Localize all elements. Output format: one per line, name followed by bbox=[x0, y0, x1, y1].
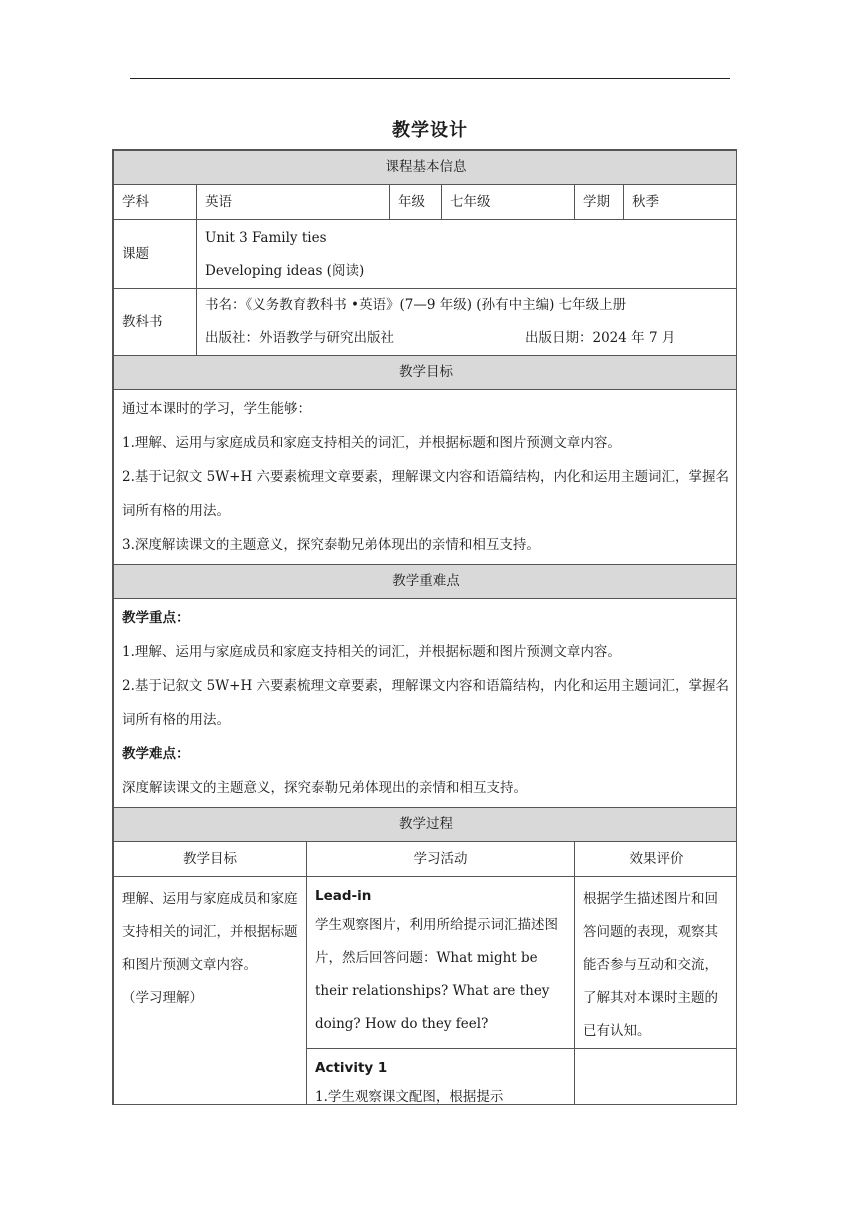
key-points-body bbox=[114, 599, 738, 808]
difficulty-item: 深度解读课文的主题意义，探究泰勒兄弟体现出的亲情和相互支持。 bbox=[122, 780, 527, 796]
publish-date: 出版日期：2024 年 7 月 bbox=[525, 330, 676, 346]
lead-in-label: Lead-in bbox=[315, 888, 372, 904]
term-value: 秋季 bbox=[624, 185, 738, 220]
book-name: 书名：《义务教育教科书 •英语》(7—9 年级) (孙有中主编) 七年级上册 bbox=[205, 297, 627, 313]
topic-label: 课题 bbox=[114, 220, 197, 289]
lesson-plan-table bbox=[112, 149, 737, 1105]
column-header-activity: 学习活动 bbox=[307, 842, 575, 877]
process-goal-tag: （学习理解） bbox=[122, 990, 203, 1006]
topic-unit: Unit 3 Family ties bbox=[205, 230, 327, 246]
grade-label: 年级 bbox=[390, 185, 442, 220]
focus-label: 教学重点： bbox=[122, 610, 190, 626]
focus-item: 1.理解、运用与家庭成员和家庭支持相关的词汇，并根据标题和图片预测文章内容。 bbox=[122, 644, 621, 660]
subject-value: 英语 bbox=[197, 185, 390, 220]
objective-item: 3.深度解读课文的主题意义，探究泰勒兄弟体现出的亲情和相互支持。 bbox=[122, 537, 540, 553]
process-goal-cell bbox=[114, 877, 307, 1106]
objective-item: 1.理解、运用与家庭成员和家庭支持相关的词汇，并根据标题和图片预测文章内容。 bbox=[122, 435, 621, 451]
activity1-label: Activity 1 bbox=[315, 1060, 388, 1076]
lead-in-cell bbox=[307, 877, 575, 1049]
section-objectives: 教学目标 bbox=[114, 356, 738, 390]
objectives-intro: 通过本课时的学习，学生能够： bbox=[122, 401, 311, 417]
activity1-cell bbox=[307, 1049, 575, 1106]
publisher: 出版社：外语教学与研究出版社 bbox=[205, 330, 394, 346]
section-key-points: 教学重难点 bbox=[114, 565, 738, 599]
topic-lesson: Developing ideas (阅读) bbox=[205, 263, 365, 279]
lead-in-evaluation-text: 根据学生描述图片和回答问题的表现，观察其能否参与互动和交流，了解其对本课时主题的已有认知。 bbox=[583, 891, 718, 1039]
section-process: 教学过程 bbox=[114, 808, 738, 842]
activity1-evaluation bbox=[575, 1049, 738, 1106]
textbook-value bbox=[197, 289, 738, 356]
process-goal: 理解、运用与家庭成员和家庭支持相关的词汇，并根据标题和图片预测文章内容。 bbox=[122, 891, 298, 973]
difficulty-label: 教学难点： bbox=[122, 746, 190, 762]
objective-item: 2.基于记叙文 5W+H 六要素梳理文章要素，理解课文内容和语篇结构，内化和运用主题词汇，掌握名词所有格的用法。 bbox=[122, 469, 730, 519]
column-header-evaluation: 效果评价 bbox=[575, 842, 738, 877]
textbook-label: 教科书 bbox=[114, 289, 197, 356]
focus-item: 2.基于记叙文 5W+H 六要素梳理文章要素，理解课文内容和语篇结构，内化和运用主题词汇，掌握名词所有格的用法。 bbox=[122, 678, 730, 728]
subject-label: 学科 bbox=[114, 185, 197, 220]
header-rule bbox=[130, 78, 730, 79]
term-label: 学期 bbox=[575, 185, 624, 220]
lead-in-evaluation bbox=[575, 877, 738, 1049]
activity1-text: 1.学生观察课文配图，根据提示 bbox=[315, 1089, 504, 1105]
publisher-row bbox=[205, 322, 730, 355]
grade-value: 七年级 bbox=[442, 185, 575, 220]
document-title: 教学设计 bbox=[392, 120, 468, 141]
column-header-goal: 教学目标 bbox=[114, 842, 307, 877]
objectives-body bbox=[114, 390, 738, 565]
topic-value bbox=[197, 220, 738, 289]
lead-in-text: 学生观察图片，利用所给提示词汇描述图片，然后回答问题：What might be their relationships? What are they doing? How do they feel? bbox=[315, 917, 558, 1032]
section-basic-info: 课程基本信息 bbox=[114, 151, 738, 185]
